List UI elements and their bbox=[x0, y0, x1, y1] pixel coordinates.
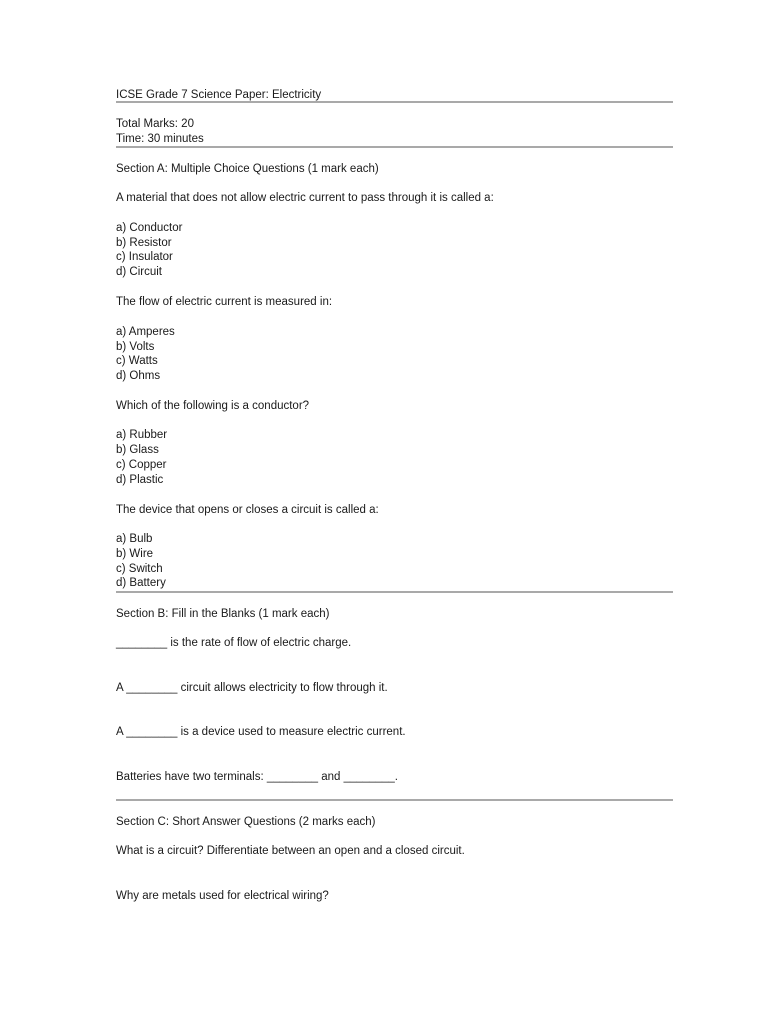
option-text: a) Bulb bbox=[116, 533, 153, 545]
section-c-heading: Section C: Short Answer Questions (2 marks each) bbox=[116, 816, 376, 828]
option-text: b) Resistor bbox=[116, 237, 172, 249]
section-b-heading: Section B: Fill in the Blanks (1 mark each) bbox=[116, 608, 330, 620]
option-text: b) Glass bbox=[116, 444, 159, 456]
option-text: d) Circuit bbox=[116, 266, 163, 278]
option-text: a) Amperes bbox=[116, 326, 175, 338]
option-text: a) Conductor bbox=[116, 222, 183, 234]
divider bbox=[116, 146, 673, 148]
divider bbox=[116, 799, 673, 801]
fill-blank-item: A ________ circuit allows electricity to flow through it. bbox=[116, 682, 388, 694]
divider bbox=[116, 591, 673, 593]
divider bbox=[116, 101, 673, 103]
option-text: b) Wire bbox=[116, 548, 154, 560]
fill-blank-item: ________ is the rate of flow of electric charge. bbox=[116, 637, 352, 649]
page-title: ICSE Grade 7 Science Paper: Electricity bbox=[116, 89, 322, 101]
total-marks: Total Marks: 20 bbox=[116, 118, 194, 130]
question-text: Which of the following is a conductor? bbox=[116, 400, 310, 412]
option-text: c) Copper bbox=[116, 459, 167, 471]
option-text: d) Plastic bbox=[116, 474, 164, 486]
short-answer-question: Why are metals used for electrical wiring? bbox=[116, 890, 329, 902]
option-text: c) Watts bbox=[116, 355, 158, 367]
time-allowed: Time: 30 minutes bbox=[116, 133, 204, 145]
option-text: c) Insulator bbox=[116, 251, 173, 263]
fill-blank-item: Batteries have two terminals: ________ and ________. bbox=[116, 771, 398, 783]
short-answer-question: What is a circuit? Differentiate between an open and a closed circuit. bbox=[116, 845, 465, 857]
option-text: d) Battery bbox=[116, 577, 166, 589]
section-a-heading: Section A: Multiple Choice Questions (1 mark each) bbox=[116, 163, 379, 175]
option-text: b) Volts bbox=[116, 341, 155, 353]
question-text: A material that does not allow electric current to pass through it is called a: bbox=[116, 192, 494, 204]
option-text: c) Switch bbox=[116, 563, 163, 575]
question-text: The device that opens or closes a circuit is called a: bbox=[116, 504, 379, 516]
question-text: The flow of electric current is measured in: bbox=[116, 296, 333, 308]
option-text: d) Ohms bbox=[116, 370, 161, 382]
fill-blank-item: A ________ is a device used to measure electric current. bbox=[116, 726, 406, 738]
option-text: a) Rubber bbox=[116, 429, 168, 441]
